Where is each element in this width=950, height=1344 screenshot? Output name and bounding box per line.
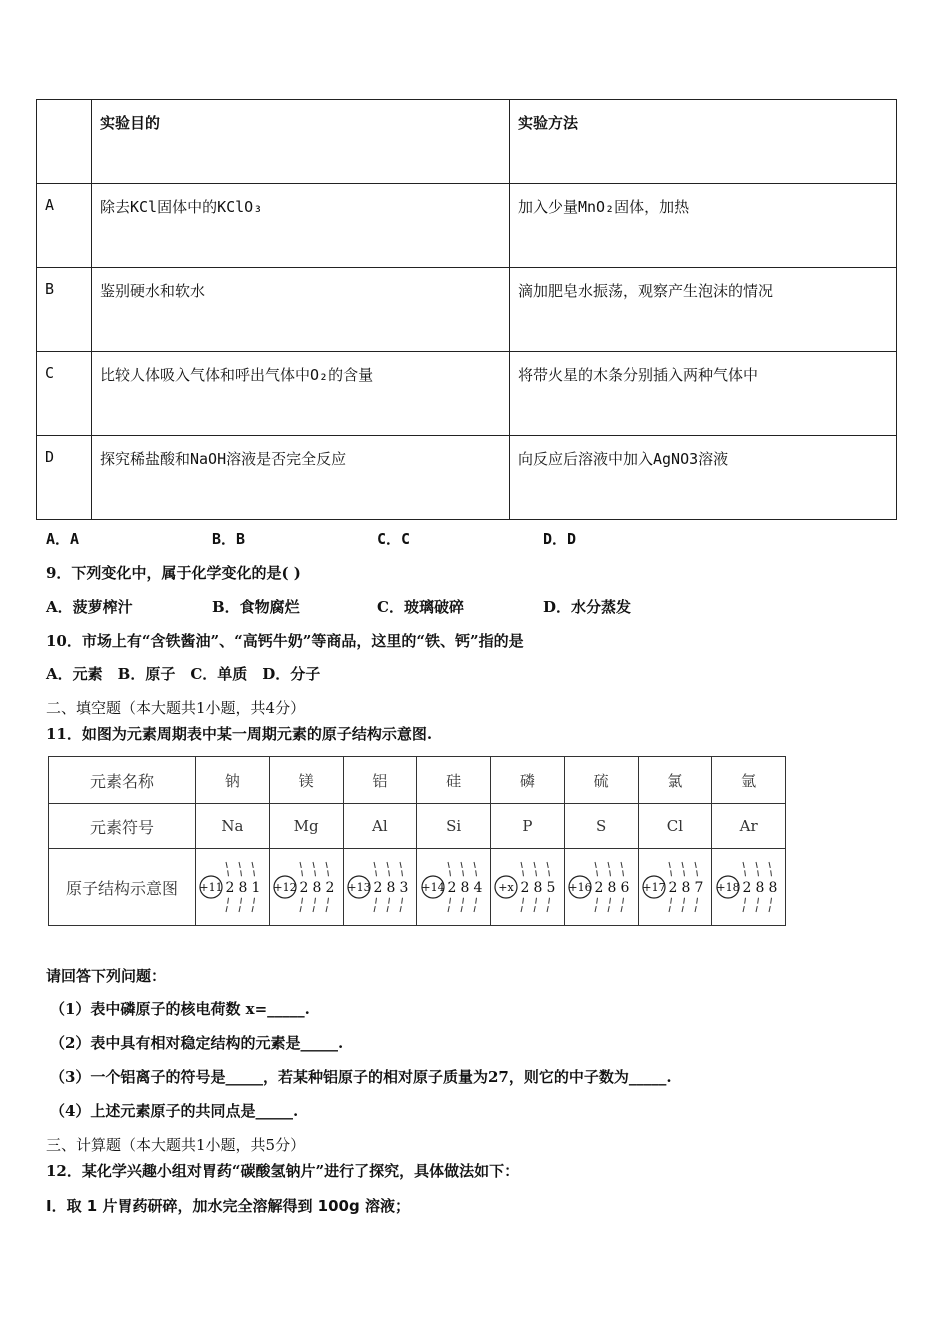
table-header-row xyxy=(37,100,897,184)
atom-cell xyxy=(712,849,786,926)
element-symbol: Na xyxy=(196,804,270,849)
shell-electron-count: 2 xyxy=(299,880,309,896)
shell-electron-count: 8 xyxy=(312,880,322,896)
q10-stem: 10．市场上有“含铁酱油”、“高钙牛奶”等商品，这里的“铁、钙”指的是 xyxy=(46,632,524,650)
q11-sub-2: （2）表中具有相对稳定结构的元素是_____. xyxy=(50,1034,344,1052)
q8-option-b: B．B xyxy=(212,530,246,548)
element-structure-table xyxy=(48,756,786,926)
q10-options: A．元素 B．原子 C．单质 D．分子 xyxy=(46,665,321,683)
nucleus-charge: +12 xyxy=(273,881,297,894)
shell-electron-count: 8 xyxy=(681,880,691,896)
element-name: 铝 xyxy=(343,757,417,804)
row-goal: 鉴别硬水和软水 xyxy=(92,268,510,352)
atom-cell xyxy=(343,849,417,926)
row-method: 滴加肥皂水振荡，观察产生泡沫的情况 xyxy=(510,268,897,352)
atom-structure-diagram xyxy=(567,856,635,918)
element-symbol: Ar xyxy=(712,804,786,849)
atom-structure-diagram xyxy=(641,856,709,918)
row-header: 原子结构示意图 xyxy=(49,849,196,926)
element-symbol: P xyxy=(491,804,565,849)
atom-structure-diagram xyxy=(493,856,561,918)
shell-electron-count: 4 xyxy=(473,880,483,896)
atom-cell xyxy=(269,849,343,926)
header-goal-cell: 实验目的 xyxy=(92,100,510,184)
row-header: 元素名称 xyxy=(49,757,196,804)
shell-electron-count: 2 xyxy=(373,880,383,896)
shell-electron-count: 2 xyxy=(447,880,457,896)
q8-option-a: A．A xyxy=(46,530,80,548)
shell-electron-count: 6 xyxy=(620,880,630,896)
q8-option-d: D．D xyxy=(543,530,577,548)
q9-stem: 9．下列变化中，属于化学变化的是( ) xyxy=(46,564,301,582)
element-symbol-row xyxy=(49,804,786,849)
element-name: 氩 xyxy=(712,757,786,804)
shell-electron-count: 2 xyxy=(594,880,604,896)
atom-cell xyxy=(564,849,638,926)
atom-structure-diagram xyxy=(198,856,266,918)
row-header: 元素符号 xyxy=(49,804,196,849)
atom-cell xyxy=(491,849,565,926)
q11-prompt: 请回答下列问题： xyxy=(46,967,167,985)
shell-electron-count: 8 xyxy=(238,880,248,896)
atom-structure-diagram xyxy=(346,856,414,918)
row-method: 加入少量MnO₂固体，加热 xyxy=(510,184,897,268)
element-name: 氯 xyxy=(638,757,712,804)
atom-structure-diagram xyxy=(715,856,783,918)
section-2-heading: 二、填空题（本大题共1小题，共4分） xyxy=(46,699,306,717)
q12-step-1: Ⅰ．取 1 片胃药研碎，加水完全溶解得到 100g 溶液； xyxy=(46,1197,410,1215)
nucleus-charge: +14 xyxy=(421,881,445,894)
row-goal: 探究稀盐酸和NaOH溶液是否完全反应 xyxy=(92,436,510,520)
element-name: 钠 xyxy=(196,757,270,804)
q11-sub-3: （3）一个铝离子的符号是_____，若某种铝原子的相对原子质量为27，则它的中子数为_____. xyxy=(50,1068,672,1086)
shell-electron-count: 5 xyxy=(546,880,556,896)
element-symbol: Si xyxy=(417,804,491,849)
element-name-row xyxy=(49,757,786,804)
row-method: 将带火星的木条分别插入两种气体中 xyxy=(510,352,897,436)
shell-electron-count: 1 xyxy=(251,880,261,896)
row-label: C xyxy=(37,352,92,436)
row-label: B xyxy=(37,268,92,352)
nucleus-charge: +11 xyxy=(199,881,223,894)
row-goal: 除去KCl固体中的KClO₃ xyxy=(92,184,510,268)
element-name: 磷 xyxy=(491,757,565,804)
shell-electron-count: 8 xyxy=(386,880,396,896)
table-row xyxy=(37,436,897,520)
nucleus-charge: +13 xyxy=(347,881,371,894)
row-label: D xyxy=(37,436,92,520)
nucleus-charge: +16 xyxy=(568,881,592,894)
table-row xyxy=(37,352,897,436)
nucleus-charge: +17 xyxy=(642,881,666,894)
shell-electron-count: 2 xyxy=(668,880,678,896)
element-symbol: S xyxy=(564,804,638,849)
shell-electron-count: 8 xyxy=(460,880,470,896)
element-symbol: Mg xyxy=(269,804,343,849)
table-row xyxy=(37,268,897,352)
section-3-heading: 三、计算题（本大题共1小题，共5分） xyxy=(46,1136,306,1154)
q11-stem: 11．如图为元素周期表中某一周期元素的原子结构示意图. xyxy=(46,725,433,743)
element-symbol: Al xyxy=(343,804,417,849)
shell-electron-count: 2 xyxy=(225,880,235,896)
row-method: 向反应后溶液中加入AgNO3溶液 xyxy=(510,436,897,520)
element-name: 镁 xyxy=(269,757,343,804)
q12-stem: 12．某化学兴趣小组对胃药“碳酸氢钠片”进行了探究，具体做法如下： xyxy=(46,1162,520,1180)
nucleus-charge: +18 xyxy=(716,881,740,894)
shell-electron-count: 2 xyxy=(742,880,752,896)
atom-diagram-row xyxy=(49,849,786,926)
shell-electron-count: 2 xyxy=(520,880,530,896)
q9-option-a: A．菠萝榨汁 xyxy=(46,598,133,616)
q9-option-c: C．玻璃破碎 xyxy=(377,598,464,616)
shell-electron-count: 8 xyxy=(533,880,543,896)
atom-cell xyxy=(638,849,712,926)
shell-electron-count: 8 xyxy=(607,880,617,896)
nucleus-charge: +x xyxy=(498,881,515,894)
row-label: A xyxy=(37,184,92,268)
element-name: 硫 xyxy=(564,757,638,804)
shell-electron-count: 3 xyxy=(399,880,409,896)
header-label-cell xyxy=(37,100,92,184)
atom-cell xyxy=(196,849,270,926)
experiment-table xyxy=(36,99,897,520)
atom-structure-diagram xyxy=(420,856,488,918)
q9-option-d: D．水分蒸发 xyxy=(543,598,632,616)
header-method-cell: 实验方法 xyxy=(510,100,897,184)
shell-electron-count: 7 xyxy=(694,880,704,896)
q11-sub-1: （1）表中磷原子的核电荷数 x=_____. xyxy=(50,1000,310,1018)
shell-electron-count: 2 xyxy=(325,880,335,896)
element-symbol: Cl xyxy=(638,804,712,849)
shell-electron-count: 8 xyxy=(768,880,778,896)
q11-sub-4: （4）上述元素原子的共同点是_____. xyxy=(50,1102,299,1120)
atom-cell xyxy=(417,849,491,926)
element-name: 硅 xyxy=(417,757,491,804)
q8-option-c: C．C xyxy=(377,530,411,548)
table-row xyxy=(37,184,897,268)
shell-electron-count: 8 xyxy=(755,880,765,896)
q9-option-b: B．食物腐烂 xyxy=(212,598,300,616)
atom-structure-diagram xyxy=(272,856,340,918)
row-goal: 比较人体吸入气体和呼出气体中O₂的含量 xyxy=(92,352,510,436)
